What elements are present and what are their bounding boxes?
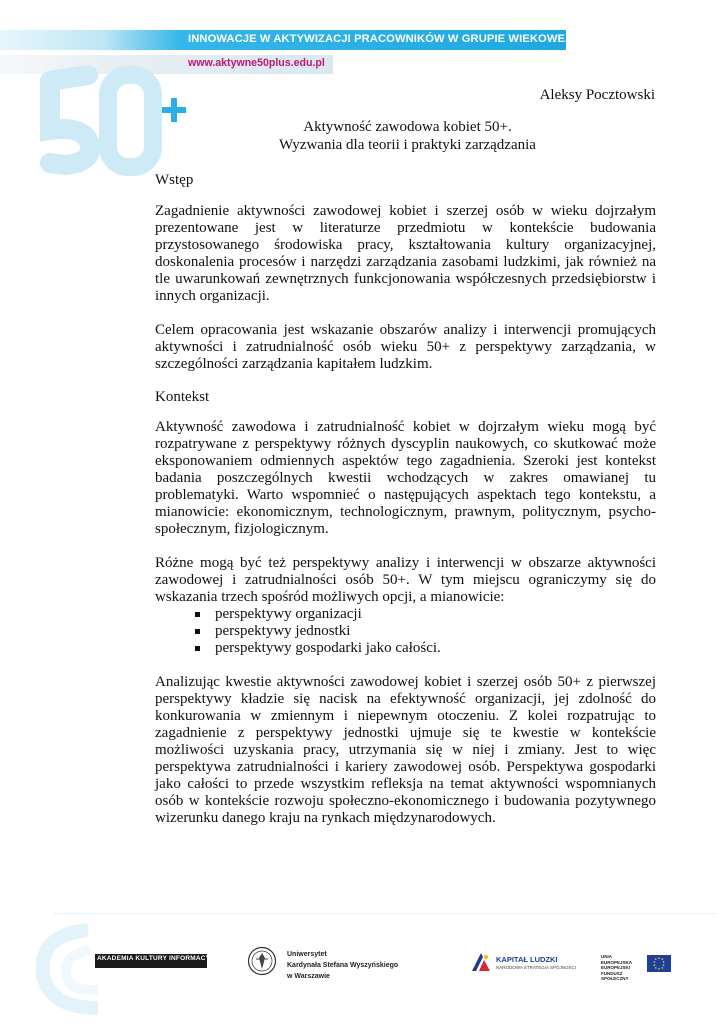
intro-paragraph-2: Celem opracowania jest wskazanie obszarów analizy i interwencji promujących aktywności i zatrudnialność osób wieku 50+ z perspektywy zarządzania, w szczególności zarządzania kapitałem ludzkim.: [155, 322, 656, 372]
bullet-square-icon: [195, 646, 200, 651]
project-title: INNOWACJE W AKTYWIZACJI PRACOWNIKÓW W GRUPIE WIEKOWEJ 50+: [188, 33, 594, 45]
logo-50plus-icon: [30, 45, 200, 185]
kapital-ludzki-icon: [470, 951, 492, 973]
context-paragraph-3: Analizując kwestie aktywności zawodowej kobiet i szerzej osób 50+ z pierwszej perspektywy kładzie się nacisk na efektywność organizacji, jej zdolność do konkurowania w zmiennym i niepewnym otoczeniu. Z kolei rozpatrując to zagadnienie z perspektywy jednostki ujmuje się te kwestie w kontekście możliwości uzyskania pracy, utrzymania się w niej i zmiany. Jest to więc perspektywa zatrudnialności i kariery zawodowej osób. Perspektywa gospodarki jako całości to przede wszystkim refleksja na temat aktywności wspomnianych osób w kontekście rozwoju społeczno-ekonomicznego i budowania pozytywnego wizerunku danego kraju na rynkach międzynarodowych.: [155, 674, 656, 826]
context-heading: Kontekst: [155, 389, 210, 405]
document-title: [155, 118, 660, 154]
eu-flag-icon: [647, 955, 671, 972]
context-paragraph-1: Aktywność zawodowa i zatrudnialność kobiet w dojrzałym wieku mogą być rozpatrywane z perspektywy różnych dyscyplin naukowych, co skutkować może eksponowaniem odmiennych aspektów tego zagadnienia. Szeroki jest kontekst badania poszczególnych kwestii wchodzących w zakres omawianej tu problematyki. Warto wspomnieć o następujących aspektach tego kontekstu, a mianowicie: ekonomicznym, technologicznym, prawnym, politycznym, psycho-społecznym, fizjologicznym.: [155, 419, 656, 537]
kapital-ludzki-subtitle: NARODOWA STRATEGIA SPÓJNOŚCI: [496, 965, 577, 970]
kapital-ludzki-title: KAPITAŁ LUDZKI: [496, 955, 558, 964]
title-line-1: Aktywność zawodowa kobiet 50+.: [303, 119, 512, 135]
uksw-seal-icon: [247, 946, 277, 976]
list-item: perspektywy gospodarki jako całości.: [193, 640, 441, 657]
aki-logo-label: AKADEMIA KULTURY INFORMACYJNEJ: [97, 955, 228, 962]
context-paragraph-2: Różne mogą być też perspektywy analizy i interwencji w obszarze aktywności zawodowej i zatrudnialności osób 50+. W tym miejscu ograniczymy się do wskazania trzech spośród możliwych opcji, a mianowicie:: [155, 555, 656, 605]
intro-heading: Wstęp: [155, 172, 194, 188]
title-line-2: Wyzwania dla teorii i praktyki zarządzania: [279, 137, 536, 153]
intro-paragraph-1: Zagadnienie aktywności zawodowej kobiet i szerzej osób w wieku dojrzałym prezentowane jest w literaturze przedmiotu w kontekście budowania przystosowanego środowiska pracy, kształtowania kultury organizacyjnej, doskonalenia procesów i narzędzi zarządzania zasobami ludzkimi, jak również na tle uwarunkowań zewnętrznych funkcjonowania współczesnych przedsiębiorstw i innych organizacji.: [155, 203, 656, 304]
list-item: perspektywy jednostki: [193, 623, 441, 640]
footer-divider: [55, 913, 715, 914]
eu-fund-label: UNIA EUROPEJSKA EUROPEJSKI FUNDUSZ SPOŁECZNY: [601, 954, 632, 981]
bullet-square-icon: [195, 612, 200, 617]
website-link[interactable]: www.aktywne50plus.edu.pl: [188, 57, 325, 69]
bullet-square-icon: [195, 629, 200, 634]
perspectives-list: [193, 606, 441, 657]
uksw-name: Uniwersytet Kardynała Stefana Wyszyńskiego w Warszawie: [287, 951, 399, 980]
author-name: Aleksy Pocztowski: [539, 87, 655, 103]
list-item: perspektywy organizacji: [193, 606, 441, 623]
